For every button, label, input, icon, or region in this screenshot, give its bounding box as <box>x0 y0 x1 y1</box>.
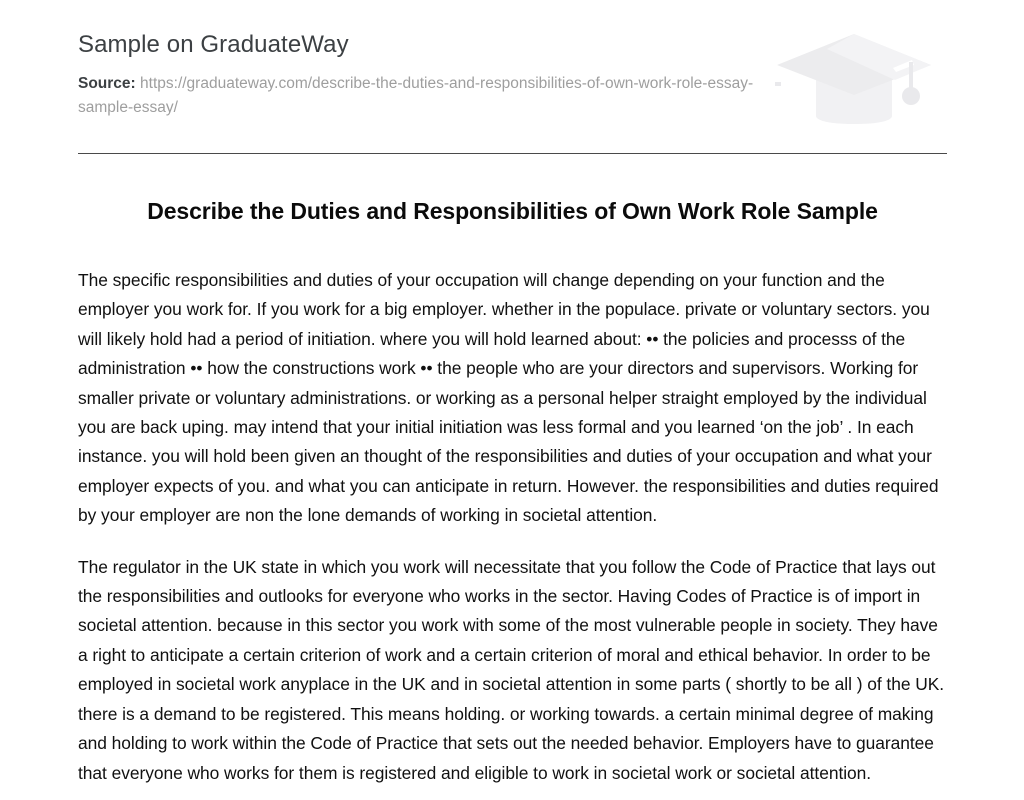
source-url[interactable]: https://graduateway.com/describe-the-duties-and-responsibilities-of-own-work-role-essay-sample-essay/ <box>78 75 754 116</box>
source-line <box>78 72 778 119</box>
header-divider <box>78 153 947 154</box>
source-label: Source: <box>78 75 136 92</box>
body-paragraph: The specific responsibilities and duties of your occupation will change depending on your function and the employer you work for. If you work for a big employer. whether in the populace. private or voluntary sectors. you will likely hold had a period of initiation. where you will hold learned about: •• the policies and processs of the administration •• how the constructions work •• the people who are your directors and supervisors. Working for smaller private or voluntary administrations. or working as a personal helper straight employed by the individual you are back uping. may intend that your initial initiation was less formal and you learned ‘on the job’ . In each instance. you will hold been given an thought of the responsibilities and duties of your occupation and what your employer expects of you. and what you can anticipate in return. However. the responsibilities and duties required by your employer are non the lone demands of working in societal attention. <box>78 270 939 526</box>
page-title: Describe the Duties and Responsibilities of Own Work Role Sample <box>147 198 878 224</box>
body-paragraph: The regulator in the UK state in which you work will necessitate that you follow the Code of Practice that lays out the responsibilities and outlooks for everyone who works in the sector. Having Codes of Practice is of import in societal attention. because in this sector you work with some of the most vulnerable people in society. They have a right to anticipate a certain criterion of work and a certain criterion of moral and ethical behavior. In order to be employed in societal work anyplace in the UK and in societal attention in some parts ( shortly to be all ) of the UK. there is a demand to be registered. This means holding. or working towards. a certain minimal degree of making and holding to work within the Code of Practice that sets out the needed behavior. Employers have to guarantee that everyone who works for them is registered and eligible to work in societal work or societal attention. <box>78 556 945 783</box>
header-block <box>78 0 947 119</box>
document-body <box>78 266 947 788</box>
page-header <box>78 0 947 119</box>
site-title: Sample on GraduateWay <box>78 31 349 58</box>
